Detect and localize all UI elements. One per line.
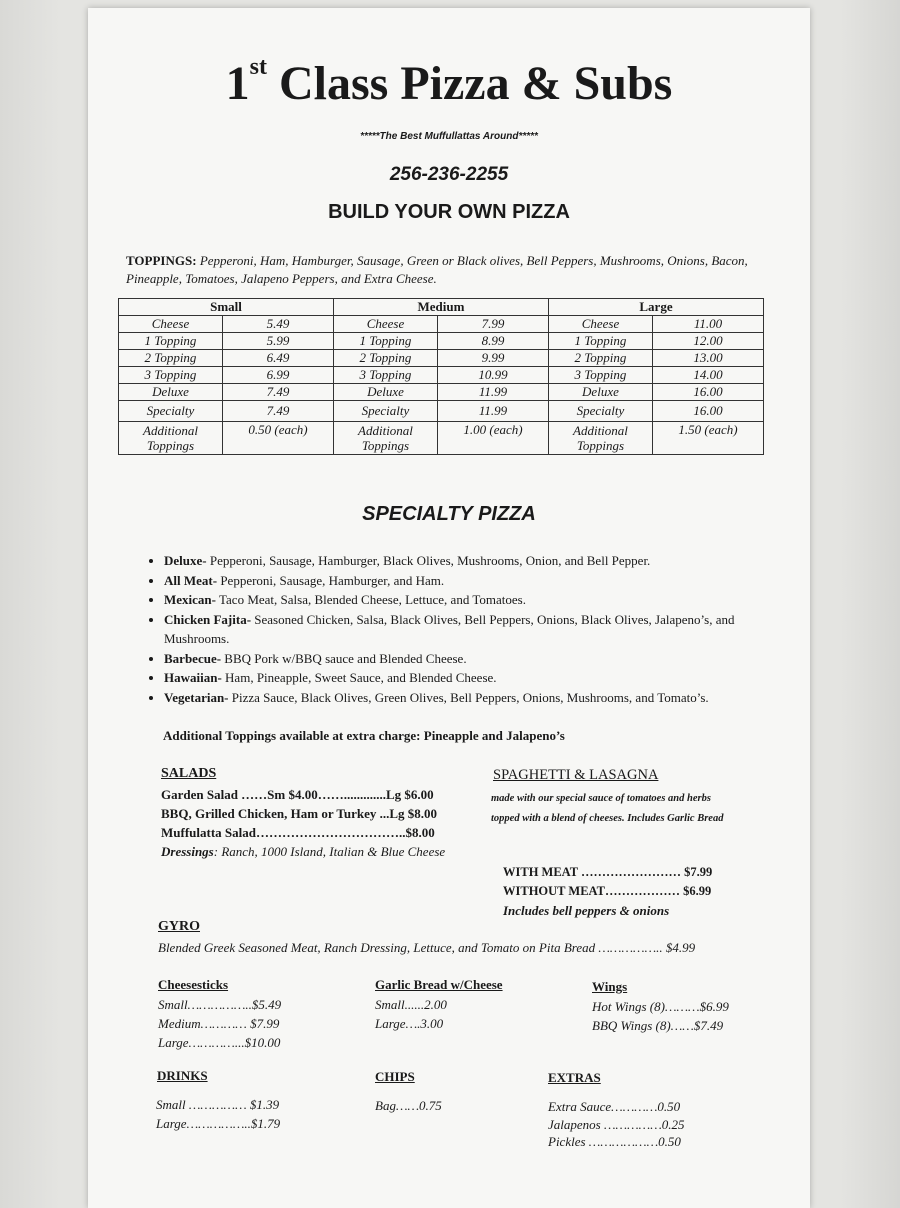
price-row [119,367,764,384]
price: 9.99 [437,350,548,367]
list-item: BBQ Wings (8)……$7.49 [592,1018,724,1033]
price-row [119,333,764,350]
list-item: Large……………..$1.79 [156,1116,281,1131]
list-item: Hot Wings (8)………$6.99 [592,999,729,1014]
row-label: 2 Topping [333,350,437,367]
list-item: Small …………… $1.39 [156,1097,280,1112]
description-line: topped with a blend of cheeses. Includes Garlic Bread [491,813,724,824]
price: 0.50 (each) [222,422,333,455]
list-item: Large…………...$10.00 [158,1035,281,1050]
price-row [119,384,764,401]
row-label: Additional Toppings [333,422,437,455]
chips-list [375,1096,442,1115]
description-line: made with our special sauce of tomatoes and herbs [491,793,711,804]
list-item: • Chicken Fajita- Seasoned Chicken, Salsa, Black Olives, Bell Peppers, Onions, Black Olives, Jalapeno’s, and Mushrooms. [164,610,774,649]
price: 14.00 [652,367,763,384]
additional-toppings-note: Additional Toppings available at extra charge: Pineapple and Jalapeno’s [163,728,565,743]
spaghetti-heading: SPAGHETTI & LASAGNA [493,767,659,783]
row-label: 2 Topping [548,350,652,367]
row-label: 3 Topping [119,367,223,384]
list-item: Garden Salad ……Sm $4.00…….............Lg $6.00 [161,787,434,802]
price: 13.00 [652,350,763,367]
row-label: Specialty [548,401,652,422]
gyro-heading: GYRO [158,919,200,934]
drinks-list [156,1095,280,1133]
extras-heading: EXTRAS [548,1070,601,1085]
pizza-price-table [118,298,764,455]
row-label: 2 Topping [119,350,223,367]
list-item: • Barbecue- BBQ Pork w/BBQ sauce and Blended Cheese. [164,649,774,669]
menu-page [88,8,810,1208]
price: 12.00 [652,333,763,350]
salads-heading: SALADS [161,766,217,781]
row-label: Specialty [333,401,437,422]
list-item: Bag……0.75 [375,1098,442,1113]
row-label: 1 Topping [548,333,652,350]
list-item: Extra Sauce…………0.50 [548,1099,681,1114]
price-row [119,401,764,422]
list-item: • Hawaiian- Ham, Pineapple, Sweet Sauce, and Blended Cheese. [164,668,774,688]
price: 11.00 [652,316,763,333]
phone-number: 256-236-2255 [389,164,509,185]
cheesesticks-list [158,995,281,1052]
row-label: 3 Topping [333,367,437,384]
additional-toppings-row [119,422,764,455]
price: 7.99 [437,316,548,333]
extras-list [548,1098,685,1151]
spaghetti-prices [503,863,712,920]
garlic-bread-list [375,995,447,1033]
price: 1.00 (each) [437,422,548,455]
price: 6.99 [222,367,333,384]
row-label: 1 Topping [119,333,223,350]
cheesesticks-heading: Cheesesticks [158,977,229,992]
gyro-description: Blended Greek Seasoned Meat, Ranch Dressing, Lettuce, and Tomato on Pita Bread …………….. $4.99 [158,940,696,955]
price-row [119,316,764,333]
row-label: Cheese [548,316,652,333]
list-item: • All Meat- Pepperoni, Sausage, Hamburger, and Ham. [164,571,774,591]
spaghetti-note: Includes bell peppers & onions [503,903,670,918]
list-item: Jalapenos ……………0.25 [548,1116,685,1132]
list-item: • Deluxe- Pepperoni, Sausage, Hamburger, Black Olives, Mushrooms, Onion, and Bell Pepper. [164,551,774,571]
price: 6.49 [222,350,333,367]
row-label: Additional Toppings [119,422,223,455]
tagline: *****The Best Muffullattas Around***** [360,131,538,142]
price: 5.99 [222,333,333,350]
size-large: Large [548,299,763,316]
row-label: 3 Topping [548,367,652,384]
row-label: Specialty [119,401,223,422]
list-item: Large….3.00 [375,1016,444,1031]
row-label: Deluxe [548,384,652,401]
without-meat-price: WITHOUT MEAT……………… $6.99 [503,884,712,898]
list-item: • Mexican- Taco Meat, Salsa, Blended Cheese, Lettuce, and Tomatoes. [164,590,774,610]
list-item: BBQ, Grilled Chicken, Ham or Turkey ...Lg $8.00 [161,806,438,821]
row-label: Cheese [119,316,223,333]
toppings-list: TOPPINGS: Pepperoni, Ham, Hamburger, Sausage, Green or Black olives, Bell Peppers, Mushrooms, Onions, Bacon, Pineapple, Tomatoes, Jalapeno Peppers, and Extra Cheese. [126,253,748,286]
price: 7.49 [222,401,333,422]
garlic-bread-heading: Garlic Bread w/Cheese [375,977,503,992]
price-row [119,350,764,367]
price: 8.99 [437,333,548,350]
wings-heading: Wings [592,979,628,994]
size-medium: Medium [333,299,548,316]
restaurant-title: 1st Class Pizza & Subs [225,54,673,110]
chips-heading: CHIPS [375,1069,415,1084]
specialty-list [140,551,774,707]
price: 5.49 [222,316,333,333]
size-small: Small [119,299,334,316]
list-item: Muffulatta Salad……………………………..$8.00 [161,825,435,840]
list-item: Pickles ………………0.50 [548,1134,681,1149]
list-item: Small......2.00 [375,997,447,1012]
spaghetti-description [491,789,723,829]
row-label: Deluxe [333,384,437,401]
dressings-line: Dressings: Ranch, 1000 Island, Italian & Blue Cheese [161,844,446,859]
size-header-row [119,299,764,316]
specialty-heading: SPECIALTY PIZZA [362,503,536,525]
list-item: Medium………… $7.99 [158,1016,280,1031]
row-label: Cheese [333,316,437,333]
wings-list [592,997,729,1035]
price: 16.00 [652,384,763,401]
salads-list [161,785,445,861]
price: 1.50 (each) [652,422,763,455]
list-item: • Vegetarian- Pizza Sauce, Black Olives, Green Olives, Bell Peppers, Onions, Mushrooms, and Tomato’s. [164,688,774,708]
price: 10.99 [437,367,548,384]
price: 11.99 [437,401,548,422]
row-label: Additional Toppings [548,422,652,455]
drinks-heading: DRINKS [157,1068,208,1083]
price: 7.49 [222,384,333,401]
price: 11.99 [437,384,548,401]
build-your-own-heading: BUILD YOUR OWN PIZZA [328,201,570,223]
with-meat-price: WITH MEAT …………………… $7.99 [503,865,713,879]
price: 16.00 [652,401,763,422]
row-label: Deluxe [119,384,223,401]
list-item: Small……………..$5.49 [158,997,282,1012]
row-label: 1 Topping [333,333,437,350]
